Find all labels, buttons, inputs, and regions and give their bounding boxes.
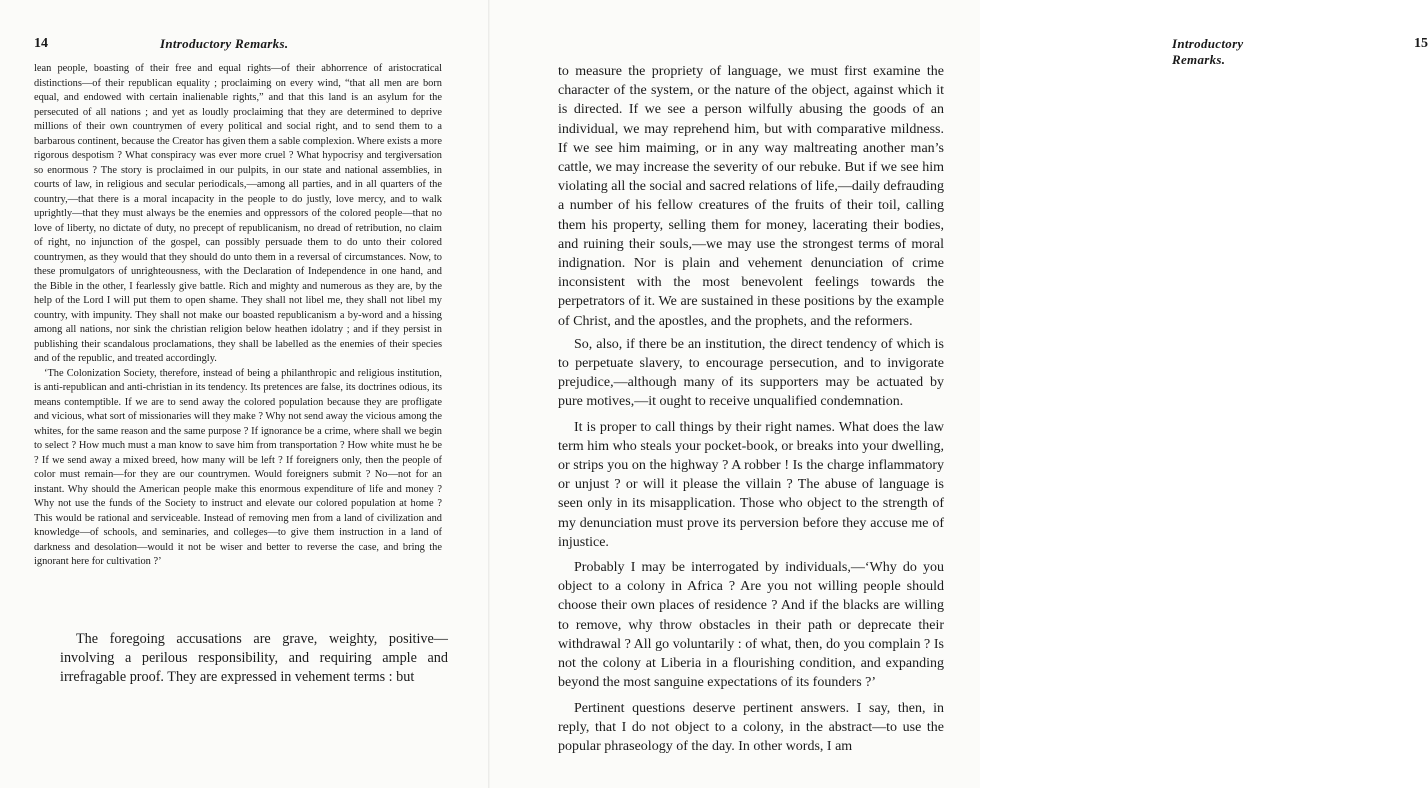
right-paragraph-4: Probably I may be interrogated by individuals,—‘Why do you object to a colony in Africa ? Are you not willing people should choose their own places of residence ? And if the blacks are willing to remove, why throw obstacles in their path or deprecate their withdrawal ? All go voluntarily : of what, then, do you complain ? Is not the colony at Liberia in a flourishing condition, and expanding beyond the most sanguine expectations of its founders ?’	[558, 560, 944, 691]
right-page-number: 15	[1414, 36, 1428, 51]
right-paragraph-3: It is proper to call things by their right names. What does the law term him who steals your pocket-book, or breaks into your dwelling, or strips you on the highway ? A robber ! Is the charge inflammatory or unjust ? or will it please the villain ? The abuse of language is seen only in its misapplication. Those who object to the strength of my denunciation must prove its perversion before they accuse me of injustice.	[558, 419, 944, 550]
left-body-paragraph: The foregoing accusations are grave, weighty, positive—involving a perilous responsibility, and requiring ample and irrefragable proof. They are expressed in vehement terms : but	[60, 631, 448, 685]
left-page	[0, 0, 490, 788]
left-page-number: 14	[34, 36, 48, 51]
extract-paragraph-2: ‘The Colonization Society, therefore, instead of being a philanthropic and religious institution, is anti-republican and anti-christian in its tendency. Its pretences are false, its doctrines odious, its means contemptible. If we are to send away the colored population because they are profligate and vicious, what sort of missionaries will they make ? Why not send away the vicious among the whites, for the same reason and the same purpose ? If ignorance be a crime, where shall we begin to select ? How much must a man know to save him from transportation ? How white must he be ? If we send away a mixed breed, how many will be left ? If foreigners only, then the people of color must remain—for they are our countrymen. Would foreigners submit ? No—not for an instant. Why should the American people make this enormous expenditure of life and money ? Why not use the funds of the Society to instruct and elevate our colored population at home ? This would be rational and serviceable. Instead of removing men from a land of civilization and knowledge—of schools, and seminaries, and colleges—to give them instruction in a land of darkness and desolation—would it not be wiser and better to reverse the case, and bring the ignorant here for cultivation ?’	[34, 367, 442, 567]
right-paragraph-5: Pertinent questions deserve pertinent answers. I say, then, in reply, that I do not object to a colony, in the abstract—to use the popular phraseology of the day. In other words, I am	[558, 700, 944, 754]
right-running-head: Introductory Remarks.	[1172, 36, 1244, 67]
left-running-head: Introductory Remarks.	[160, 36, 289, 51]
right-text-column	[558, 62, 944, 762]
right-paragraph-2: So, also, if there be an institution, the direct tendency of which is to perpetuate slavery, to encourage persecution, and to invigorate prejudice,—although many of its supporters may be actuated by pure motives,—it ought to receive unqualified condemnation.	[558, 336, 944, 410]
right-paragraph-1: to measure the propriety of language, we must first examine the character of the system, or the nature of the object, against which it is directed. If we see a person wilfully abusing the goods of an individual, we may reprehend him, but with comparative mildness. If we see him maiming, or in any way maltreating another man’s cattle, we may increase the severity of our rebuke. But if we see him violating all the social and sacred relations of life,—daily defrauding a number of his fellow creatures of the fruits of their toil, calling them his property, selling them for money, lacerating their bodies, and ruining their souls,—we may use the strongest terms of moral indignation. Nor is plain and vehement denunciation of crime inconsistent with the most benevolent feelings towards the perpetrators of it. We are sustained in these positions by the example of Christ, and the apostles, and the prophets, and the reformers.	[558, 64, 944, 329]
extract-block	[34, 62, 442, 570]
extract-paragraph-1: lean people, boasting of their free and equal rights—of their abhorrence of aristocratical distinctions—of their republican equality ; proclaiming on every wind, “that all men are born equal, and endowed with certain inalienable rights,” and that this land is an asylum for the persecuted of all nations ; and yet as loudly proclaiming that they are determined to deprive millions of their own countrymen of every political and social right, and to send them to a barbarous continent, because the Creator has given them a sable complexion. Where exists a more rigorous despotism ? What conspiracy was ever more cruel ? What hypocrisy and tergiversation so enormous ? The story is proclaimed in our pulpits, in our state and national assemblies, in courts of law, in religious and secular periodicals,—among all parties, and in all quarters of the country,—that there is a moral incapacity in the people to do justly, love mercy, and to walk uprightly—that they must always be the enemies and oppressors of the colored people—that no love of liberty, no dictate of duty, no precept of republicanism, no dread of retribution, no claim of right, no injunction of the gospel, can possibly persuade them to do unto their colored countrymen, as they would that they should do unto them in a reversal of circumstances. Now, to these promulgators of unrighteousness, with the Declaration of Independence in one hand, and the Bible in the other, I fearlessly give battle. Rich and mighty and numerous as they are, by the help of the Lord I will put them to open shame. They shall not libel me, they shall not libel my country, with impunity. They shall not make our boasted republicanism a by-word and a hissing among all nations, nor sink the christian religion below heathen idolatry ; and if they persist in publishing their scandalous proclamations, they shall be labelled as the enemies of their species and of the republic, and treated accordingly.	[34, 63, 442, 364]
